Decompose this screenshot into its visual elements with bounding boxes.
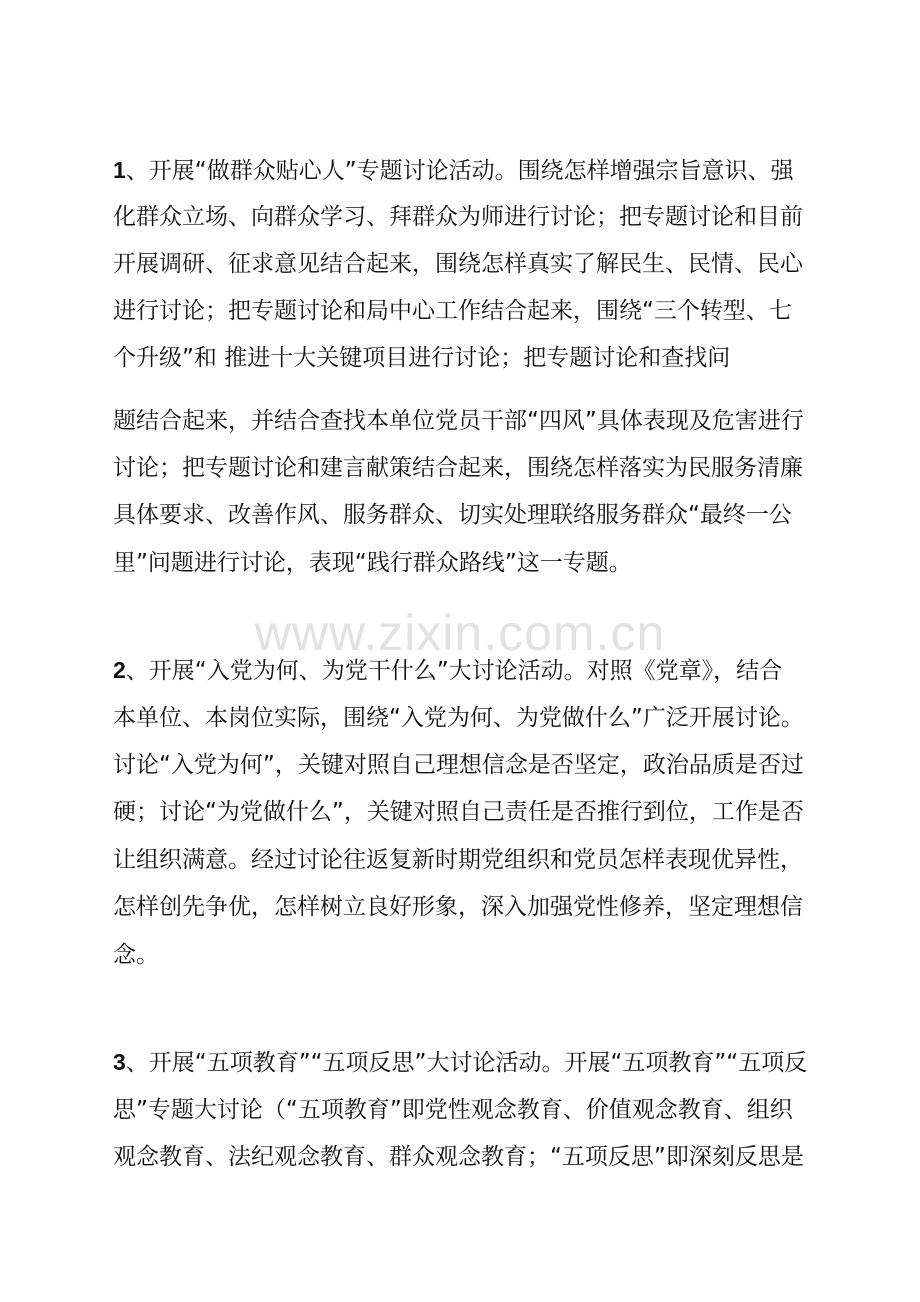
section-1-line-2: 化群众立场、向群众学习、拜群众为师进行讨论；把专题讨论和目前 [113,204,803,230]
section-1-line-4: 进行讨论；把专题讨论和局中心工作结合起来，围绕“三个转型、七 [113,298,792,324]
section-3-line-1: 3、开展“五项教育”“五项反思”大讨论活动。开展“五项教育”“五项反 [113,1049,808,1076]
section-2-line-4: 硬；讨论“为党做什么”，关键对照自己责任是否推行到位，工作是否 [113,799,804,825]
section-2-line-1: 2、开展“入党为何、为党干什么”大讨论活动。对照《党章》，结合 [113,657,783,684]
section-1-line-7: 讨论；把专题讨论和建言献策结合起来，围绕怎样落实为民服务清廉 [113,455,803,481]
section-1-line-6: 题结合起来，并结合查找本单位党员干部“四风”具体表现及危害进行 [113,408,804,434]
watermark: www.zixin.com.cn [254,605,666,661]
section-1-line-1: 1、开展“做群众贴心人”专题讨论活动。围绕怎样增强宗旨意识、强 [113,157,794,184]
section-2-number: 2 [113,657,126,683]
section-1-line-8: 具体要求、改善作风、服务群众、切实处理联络服务群众“最终一公 [113,502,792,528]
section-2-line-7: 念。 [113,942,159,968]
section-2-line-2: 本单位、本岗位实际，围绕“入党为何、为党做什么”广泛开展讨论。 [113,705,804,731]
section-1-line-3: 开展调研、征求意见结合起来，围绕怎样真实了解民生、民情、民心 [113,251,803,277]
section-3-line-2: 思”专题大讨论（“五项教育”即党性观念教育、价值观念教育、组织 [113,1097,793,1123]
section-1-line-5: 个升级”和 推进十大关键项目进行讨论；把专题讨论和查找问 [113,345,731,371]
section-1-line-9: 里”问题进行讨论，表现“践行群众路线”这一专题。 [113,550,632,576]
section-2-line-6: 怎样创先争优，怎样树立良好形象，深入加强党性修养，坚定理想信 [113,894,803,920]
section-2-line-3: 讨论“入党为何”，关键对照自己理想信念是否坚定，政治品质是否过 [113,752,804,778]
section-2-line-5: 让组织满意。经过讨论往返复新时期党组织和党员怎样表现优异性， [113,847,803,873]
section-3-number: 3 [113,1049,126,1075]
section-1-number: 1 [113,157,126,183]
section-3-line-3: 观念教育、法纪观念教育、群众观念教育；“五项反思”即深刻反思是 [113,1144,804,1170]
